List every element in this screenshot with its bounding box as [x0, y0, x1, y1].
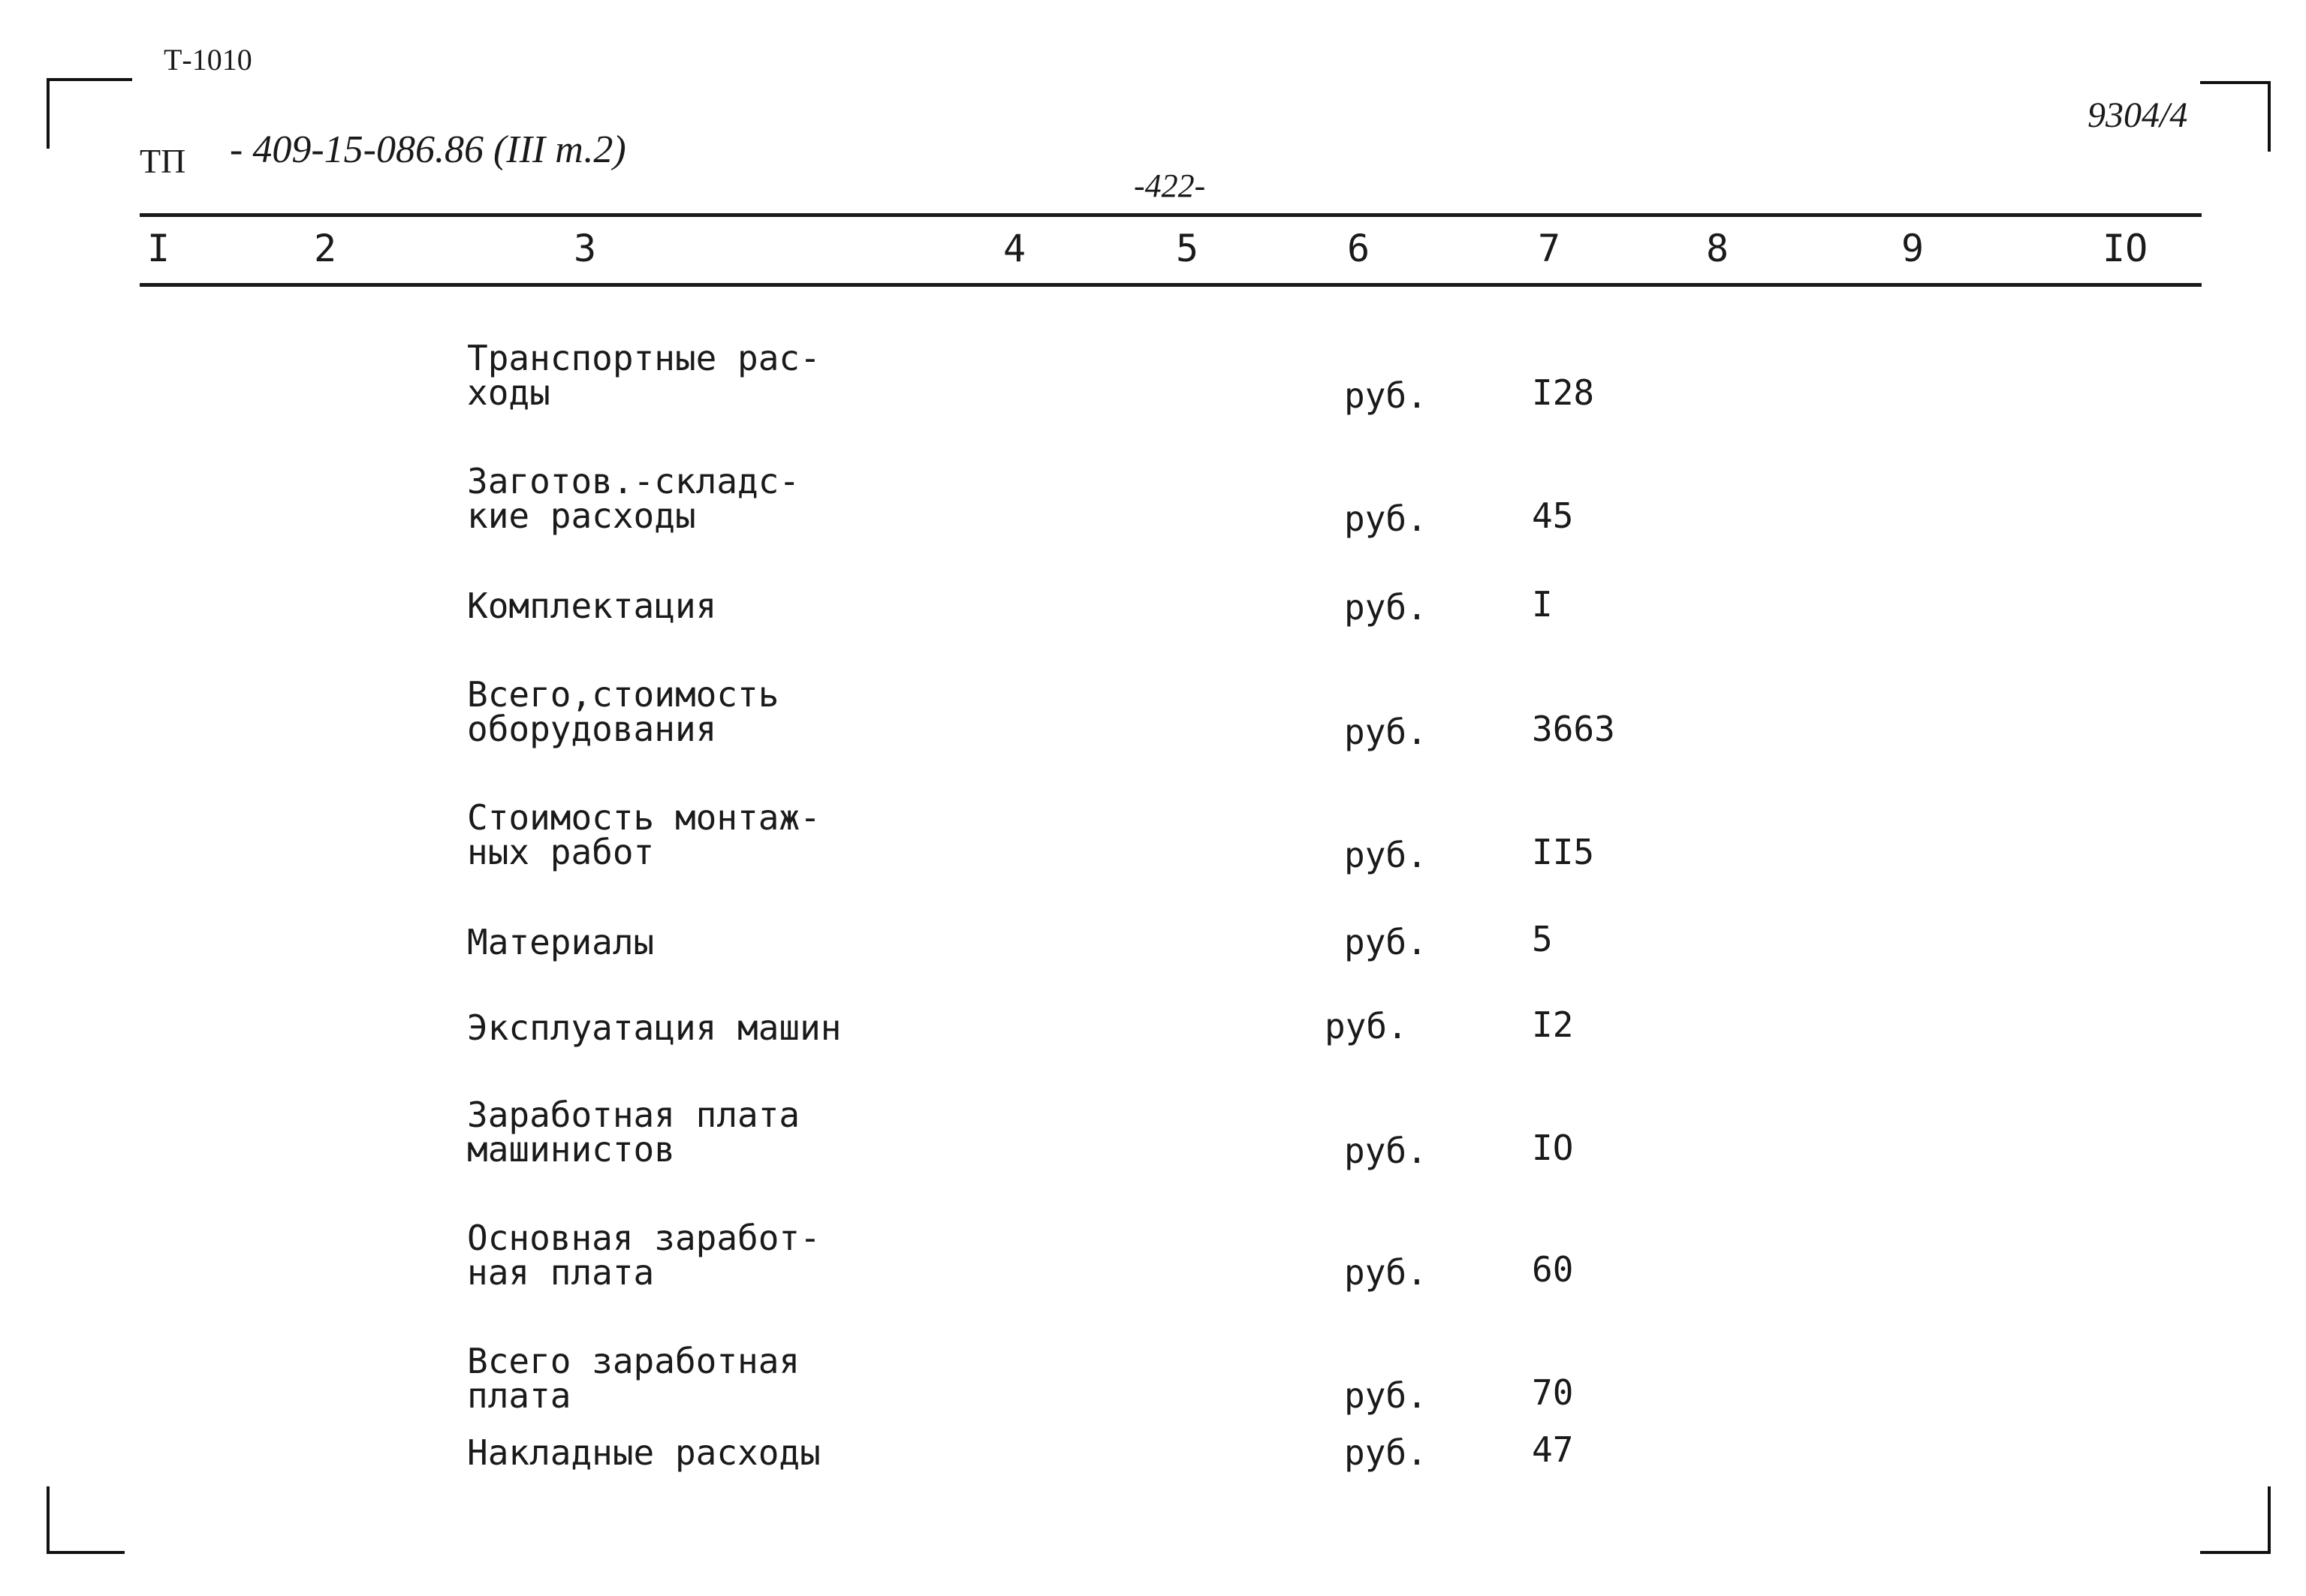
- column-number-9: 9: [1901, 227, 1925, 270]
- corner-mark-top-right: [2200, 81, 2271, 152]
- row-value: 70: [1532, 1372, 1574, 1413]
- row-value: II5: [1532, 832, 1595, 872]
- column-number-2: 2: [314, 227, 337, 270]
- row-unit: руб.: [1344, 712, 1427, 752]
- row-unit: руб.: [1325, 1006, 1408, 1046]
- row-unit: руб.: [1344, 1432, 1427, 1473]
- row-description: Заработная плата машинистов: [467, 1095, 800, 1170]
- row-value: IO: [1532, 1128, 1574, 1168]
- row-unit: руб.: [1344, 587, 1427, 628]
- row-description: Стоимость монтаж- ных работ: [467, 797, 821, 872]
- row-value: 45: [1532, 495, 1574, 536]
- row-description: Комплектация: [467, 586, 717, 626]
- column-number-6: 6: [1347, 227, 1370, 270]
- row-description: Материалы: [467, 922, 655, 962]
- row-value: I2: [1532, 1004, 1574, 1045]
- row-value: I: [1532, 584, 1553, 625]
- row-description: Основная заработ- ная плата: [467, 1218, 821, 1293]
- row-unit: руб.: [1344, 922, 1427, 962]
- sheet-reference: 9304/4: [2087, 95, 2188, 135]
- row-description: Заготов.-складс- кие расходы: [467, 461, 800, 536]
- row-description: Накладные расходы: [467, 1432, 821, 1473]
- row-unit: руб.: [1344, 1131, 1427, 1171]
- column-number-10: IO: [2103, 227, 2148, 270]
- column-number-1: I: [147, 227, 170, 270]
- table-header-rule: [140, 283, 2202, 287]
- row-value: 47: [1532, 1429, 1574, 1470]
- row-description: Эксплуатация машин: [467, 1007, 842, 1048]
- row-value: 3663: [1532, 709, 1615, 749]
- corner-mark-bottom-right: [2200, 1486, 2271, 1554]
- row-unit: руб.: [1344, 498, 1427, 539]
- column-number-5: 5: [1176, 227, 1199, 270]
- column-number-4: 4: [1003, 227, 1026, 270]
- row-unit: руб.: [1344, 1252, 1427, 1293]
- column-number-3: 3: [574, 227, 597, 270]
- column-number-8: 8: [1706, 227, 1729, 270]
- table-top-rule: [140, 213, 2202, 217]
- row-value: 5: [1532, 919, 1553, 959]
- row-unit: руб.: [1344, 1375, 1427, 1416]
- row-description: Всего,стоимость оборудования: [467, 674, 779, 749]
- row-unit: руб.: [1344, 835, 1427, 875]
- corner-mark-top-left: [47, 78, 132, 149]
- sheet-code: Т-1010: [164, 43, 252, 77]
- row-description: Всего заработная плата: [467, 1341, 800, 1416]
- page-number: -422-: [1134, 167, 1206, 204]
- doc-number-handwritten: - 409-15-086.86 (III т.2): [230, 128, 626, 171]
- row-description: Транспортные рас- ходы: [467, 338, 821, 413]
- doc-prefix: ТП: [140, 142, 186, 180]
- row-value: I28: [1532, 372, 1595, 413]
- column-number-7: 7: [1538, 227, 1561, 270]
- row-unit: руб.: [1344, 375, 1427, 416]
- corner-mark-bottom-left: [47, 1486, 125, 1554]
- row-value: 60: [1532, 1249, 1574, 1290]
